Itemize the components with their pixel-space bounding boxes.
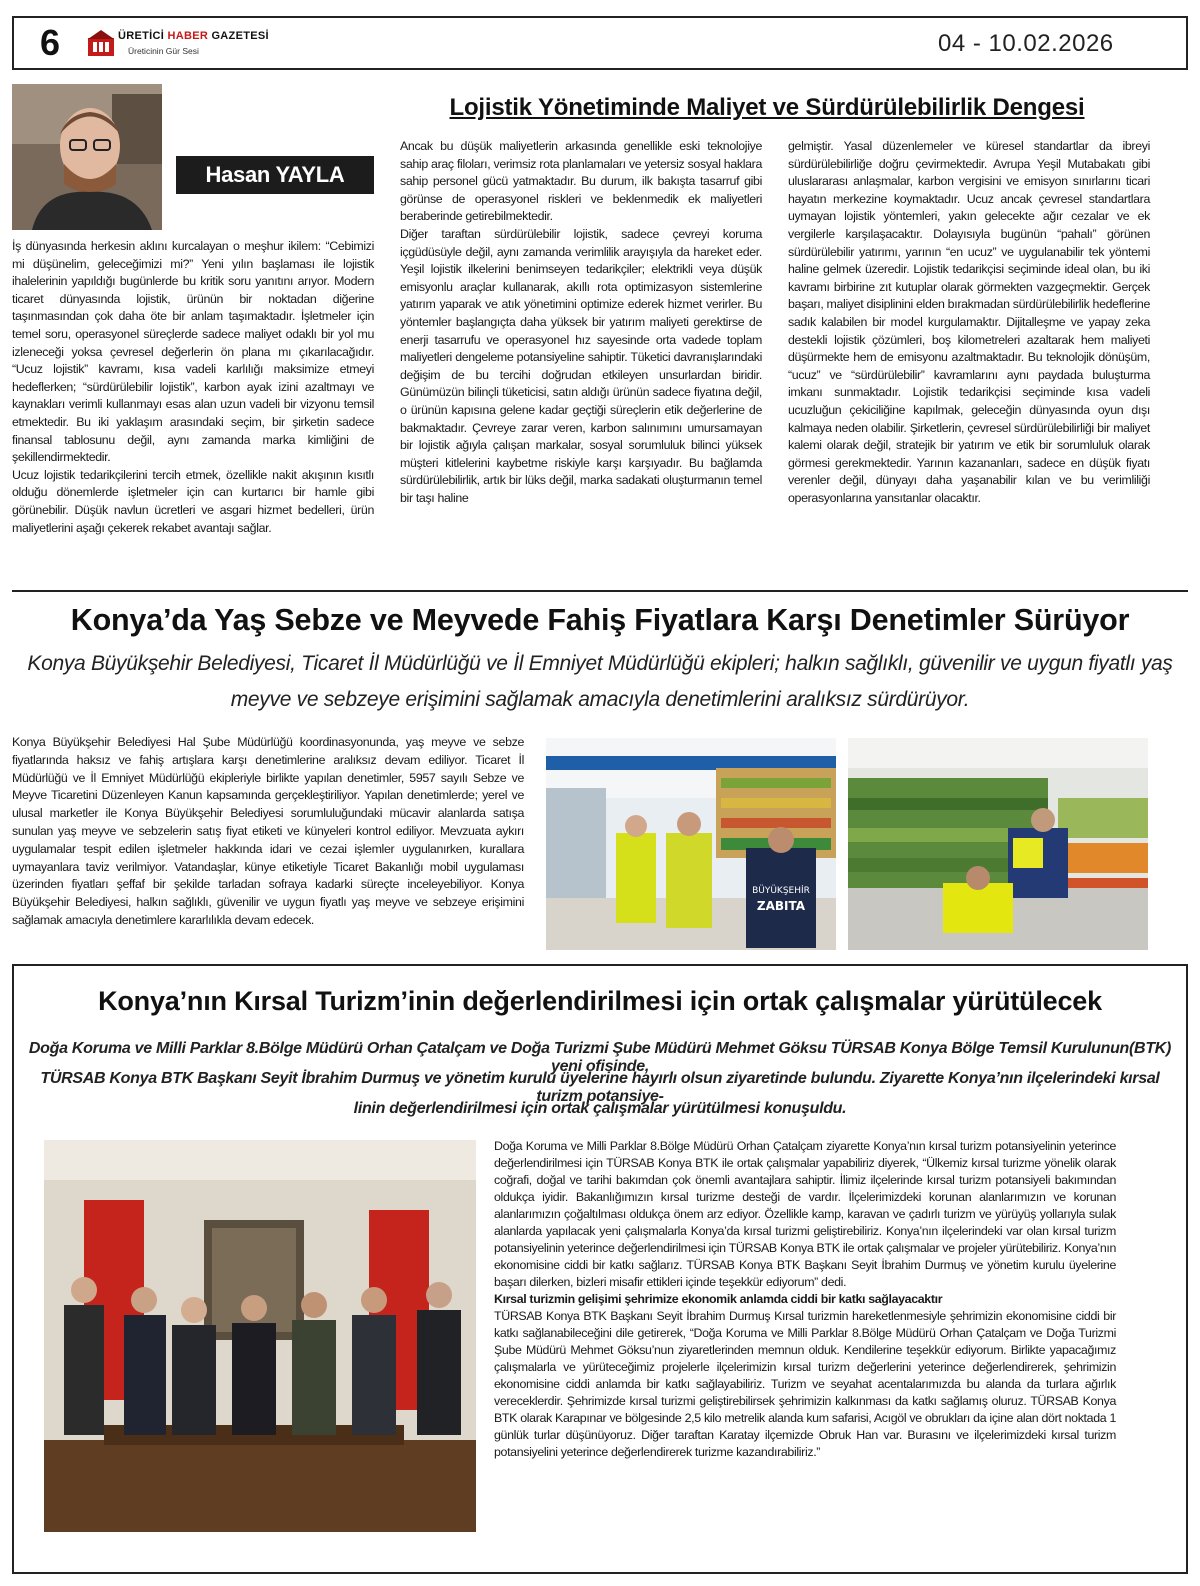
page-number: 6: [40, 22, 61, 63]
article-column-1: [12, 238, 374, 537]
newspaper-name: ÜRETİCİ HABER GAZETESİ: [118, 30, 269, 42]
article-lead-line: linin değerlendirilmesi için ortak çalışmalar yürütülmesi konuşuldu.: [353, 1100, 847, 1117]
article-subheading: Kırsal turizmin gelişimi şehrimize ekonomik anlamda ciddi bir katkı sağlayacaktır: [494, 1292, 943, 1306]
article-lead-line: Konya Büyükşehir Belediyesi, Ticaret İl Müdürlüğü ve İl Emniyet Müdürlüğü ekipleri; halkın sağlıklı, güvenilir ve uygun fiyatlı yaş: [27, 652, 1173, 675]
article-title: Lojistik Yönetiminde Maliyet ve Sürdürülebilirlik Dengesi: [449, 94, 1085, 121]
inspection-photo-2: [848, 738, 1148, 950]
group-meeting-photo: [44, 1140, 476, 1532]
newspaper-slogan: Üreticinin Gür Sesi: [128, 46, 199, 56]
article-lead-line: Doğa Koruma ve Milli Parklar 8.Bölge Müdürü Orhan Çatalçam ve Doğa Turizmi Şube Müdürü Mehmet Göksu TÜRSAB Konya Bölge Temsil Kurulunun(BTK) yeni ofisinde,: [28, 1040, 1172, 1075]
vest-text: ZABITA: [756, 899, 806, 913]
inspection-photo-1: [546, 738, 836, 950]
vest-text: BÜYÜKŞEHİR: [752, 886, 810, 896]
paragraph: Konya Büyükşehir Belediyesi Hal Şube Müdürlüğü koordinasyonunda, yaş meyve ve sebze fiyatlarında haksız ve fahiş artışlara karşı denetimlerine aralıksız devam ediliyor. Ticaret İl Müdürlüğü ve İl Emniyet Müdürlüğü ekipleriyle birlikte yapılan denetimler, 5957 sayılı Sebze ve Meyve Ticaretini Düzenleyen Kanun kapsamında gerçekleştiriliyor. Yapılan denetimlerde; yerel ve ulusal marketler ile Konya Büyükşehir Belediyesi sorumluluğundaki mücavir alanlarda satışa sunulan yaş meyve ve sebzelerin satış fiyat etiketi ve künyeleri kontrol ediliyor. Mevzuata aykırı uygulamalar tespit edilen işletmeler hakkında idari ve cezai işlemler uygulanırken, kurallara uymayanlara taviz verilmiyor. Vatandaşlar, künye etiketiyle Ticaret Bakanlığı mobil uygulaması üzerinden fiyatları şeffaf bir şekilde tarladan sofraya kadarki süreçte inceleyebiliyor. Konya Büyükşehir Belediyesi, halkın sağlıklı, güvenilir ve uygun fiyatlı yaş meyve ve sebzeye erişimini sağlamak amacıyla denetimlere kararlılıkla devam edecek.: [12, 735, 524, 927]
article-title: Konya’nın Kırsal Turizm’inin değerlendirilmesi için ortak çalışmalar yürütülecek: [98, 986, 1102, 1016]
paragraph: TÜRSAB Konya BTK Başkanı Seyit İbrahim Durmuş Kırsal turizmin hareketlenmesiyle şehrimizin ekonomisine ciddi bir katkı sağlanabileceğini dile getirerek, “Doğa Koruma ve Milli Parklar 8.Bölge Müdürü Orhan Çatalçam ve Doğa Turizmi Şube Müdürü Mehmet Göksu’nun ziyaretlerinden memnun olduk. Kendilerine teşekkür ediyorum. Birlikte yapacağımız çalışmalarla ve yürüteceğimiz projelerle ilçelerimizin kırsal turizm değerlerini yeterince değerlendirerek, şehrimizin ekonomisine ciddi anlamda bir katkı sağlayabiliriz. Turizm ve seyahat acentalarımızda bu alanda da turlara ağırlık vereceklerdir. Şehrimizde kırsal turizmi geliştirebilirsek şehrimizin kalkınması da katkı sağlamış oluruz. TÜRSAB Konya BTK olarak Karapınar ve bölgesinde 2,5 kilo metrelik alanda kum safarisi, Acıgöl ve obrukları da içine alan dört noktada 1 günlük turlar düşünüyoruz. Diğer taraftan Karatay ilçemizde Obruk Han var. Burasını ve ilçelerimizdeki kırsal turizm potansiyelini yeterince değerlendirerek turizme kazandırabiliriz.”: [494, 1309, 1116, 1459]
paragraph: Ancak bu düşük maliyetlerin arkasında genellikle eski teknolojiye sahip araç filoları, verimsiz rota planlamaları ve yetersiz sosyal haklara sahip personel gücü yatmaktadır. Bu durum, ilk bakışta tasarruf gibi görünse de operasyonel riskleri ve beklenmedik ek maliyetleri beraberinde getirebilmektedir.: [400, 139, 762, 224]
article-body: [494, 1138, 1116, 1461]
article-title: Konya’da Yaş Sebze ve Meyvede Fahiş Fiyatlara Karşı Denetimler Sürüyor: [70, 603, 1130, 637]
article-column-2: [400, 138, 762, 507]
paragraph: gelmiştir. Yasal düzenlemeler ve küresel standartlar da ibreyi sürdürülebilirliğe doğru çevirmektedir. Avrupa Yeşil Mutabakatı gibi uluslararası anlaşmalar, karbon vergisini ve emisyon sınırlarını ticari hayatın merkezine koymaktadır. Ucuz ancak çevresel standartlara uymayan lojistik yöntemleri, yakın gelecekte ağır cezalar ve ek vergilerle karşılaşacaktır. Dolayısıyla bugünün “pahalı” görünen sürdürülebilir yatırımı, yarının “en ucuz” ve uygulanabilir tek yöntemi haline gelmek üzeredir. Lojistik tedarikçisi seçiminde ideal olan, bu iki kavramı birbirine zıt kutuplar olarak görmekten vazgeçmektir. Gerçek başarı, maliyet disiplinini elden bırakmadan sürdürülebilirlik hedeflerine sadık kalabilen bir model kurgulamaktır. Dijitalleşme ve yapay zeka destekli lojistik çözümleri, boş kilometreleri azaltarak hem maliyeti düşürmekte hem de emisyonu azaltmaktadır. Bu teknolojik dönüşüm, “ucuz” ve “sürdürülebilir” kavramlarını aynı paydada buluşturma imkanı sunmaktadır. Lojistik tedarikçisi seçiminde kısa vadeli ucuzluğun çekiciliğine kapılmak, geleceğin dünyasında oyun dışı kalmaya neden olabilir. Şirketlerin, çevresel sürdürülebilirliği bir maliyet kalemi olarak değil, stratejik bir yatırım ve etik bir sorumluluk olarak görmesi gerekmektedir. Yarının kazananları, sadece en düşük fiyatı verenler değil, dünyayı daha yaşanabilir kılan ve bu verimliliği operasyonlarına yansıtanlar olacaktır.: [788, 139, 1150, 505]
author-photo: [12, 84, 162, 230]
newspaper-logo-icon: [86, 28, 116, 58]
article-body: [12, 734, 524, 930]
paragraph: İş dünyasında herkesin aklını kurcalayan o meşhur ikilem: “Cebimizi mi düşünelim, geleceğimizi mi?” Yeni yılın başlaması ile lojistik ihalelerinin yapıldığı bugünlerde bu kritik soru yanıtını arıyor. Modern ticaret dünyasında lojistik, ürünün bir noktadan diğerine taşınmasından çok daha öte bir anlam taşımaktadır. İşletmeler için temel soru, operasyonel süreçlerde sadece maliyet odaklı bir yol mu izleneceği yoksa çevresel değerlerin ön plana mı çıkarılacağıdır. “Ucuz lojistik” kavramı, kısa vadeli karlılığı maksimize etmeyi hedeflerken; “sürdürülebilir lojistik”, karbon ayak izini azaltmayı ve kaynakları verimli kullanmayı esas alan uzun vadeli bir vizyonu temsil etmektedir. Bu iki yaklaşım arasındaki seçim, bir şirketin sadece finansal tablosunu değil, aynı zamanda marka kimliğini de şekillendirmektedir.: [12, 239, 374, 465]
paragraph: Ucuz lojistik tedarikçilerini tercih etmek, özellikle nakit akışının kısıtlı olduğu dönemlerde işletmeler için can kurtarıcı bir hamle gibi görünebilir. Düşük navlun ücretleri ve asgari hizmet bedelleri, ürün maliyetlerini aşağı çekerek rekabet avantajı sağlar.: [12, 467, 374, 535]
paragraph: Doğa Koruma ve Milli Parklar 8.Bölge Müdürü Orhan Çatalçam ziyarette Konya’nın kırsal turizm potansiyelinin yeterince değerlendirilmesi için TÜRSAB Konya BTK ile ortak çalışmalar yapabiliriz diyerek, “Ülkemiz kırsal turizme yönelik olarak coğrafi, doğal ve tarihi bakımdan çok önemli avantajlara sahiptir. İlimiz ilçelerinde kırsal turizm potansiyeli bakımından oldukça iyidir. Bakanlığımızın kırsal turizme desteği de vardır. İlçelerimizdeki korunan alanlarımızın ve korunan alanlarımızın çoğaltılması oldukça önem arz ediyor. Özellikle kamp, karavan ve çadırlı turizm ve yürüyüş yollarıyla sulak alanlarda yapılacak yeni çalışmalarla Konya’da kırsal turizmi geliştirebiliriz. Konya’nın ilçelerindeki var olan kırsal turizm potansiyelinin yeterince değerlendirilmesi için TÜRSAB Konya BTK ile ortak çalışmalar ve projeler yürütebiliriz. Konya’nın ekonomisine ciddi bir katkı sağlarız. TÜRSAB Konya BTK Başkanı Seyit İbrahim Durmuş ve yönetim kurulu üyelerine başarı dilerken, bizleri misafir ettikleri içinde teşekkür ediyorum” dedi.: [494, 1139, 1116, 1289]
section-divider: [12, 590, 1188, 592]
paragraph: Diğer taraftan sürdürülebilir lojistik, sadece çevreyi koruma içgüdüsüyle değil, aynı zamanda verimlilik arayışıyla da hareket eder. Yeşil lojistik ilkelerini benimseyen tedarikçiler; elektrikli veya düşük emisyonlu araçlar kullanarak, akıllı rota optimizasyon sistemlerine yatırım yaparak ve atık yönetimini optimize ederek hizmet verirler. Bu yöntemler başlangıçta daha yüksek bir yatırım maliyeti gerektirse de enerji tasarrufu ve operasyonel hız sayesinde orta vadede toplam maliyetleri dengeleme potansiyeline sahiptir. Tüketici davranışlarındaki değişim de bu tercihi doğrudan etkileyen unsurlardan biridir. Günümüzün bilinçli tüketicisi, satın aldığı ürünün sadece fiyatına değil, o ürünün kapısına gelene kadar geçtiği süreçlerin etik değerlerine de bakmaktadır. Çevreye zarar veren, karbon salınımını umursamayan bir lojistik ağıyla çalışan markalar, sosyal sorumluluk bilinci yüksek müşteri kitlelerini kaybetme riskiyle karşı karşıyadır. Bu bağlamda sürdürülebilirlik, artık bir lüks değil, marka sadakati oluşturmanın temel bir taşı haline: [400, 226, 762, 505]
issue-date: 04 - 10.02.2026: [938, 30, 1114, 57]
article-column-3: [788, 138, 1150, 507]
article-lead-line: TÜRSAB Konya BTK Başkanı Seyit İbrahim Durmuş ve yönetim kurulu üyelerine hayırlı olsun ziyaretinde bulundu. Ziyarette Konya’nın ilçelerindeki kırsal turizm potansiye-: [40, 1070, 1160, 1105]
article-lead-line: meyve ve sebzeye erişimini sağlamak amacıyla denetimlerini aralıksız sürdürüyor.: [230, 688, 970, 711]
author-name: Hasan YAYLA: [176, 156, 374, 194]
